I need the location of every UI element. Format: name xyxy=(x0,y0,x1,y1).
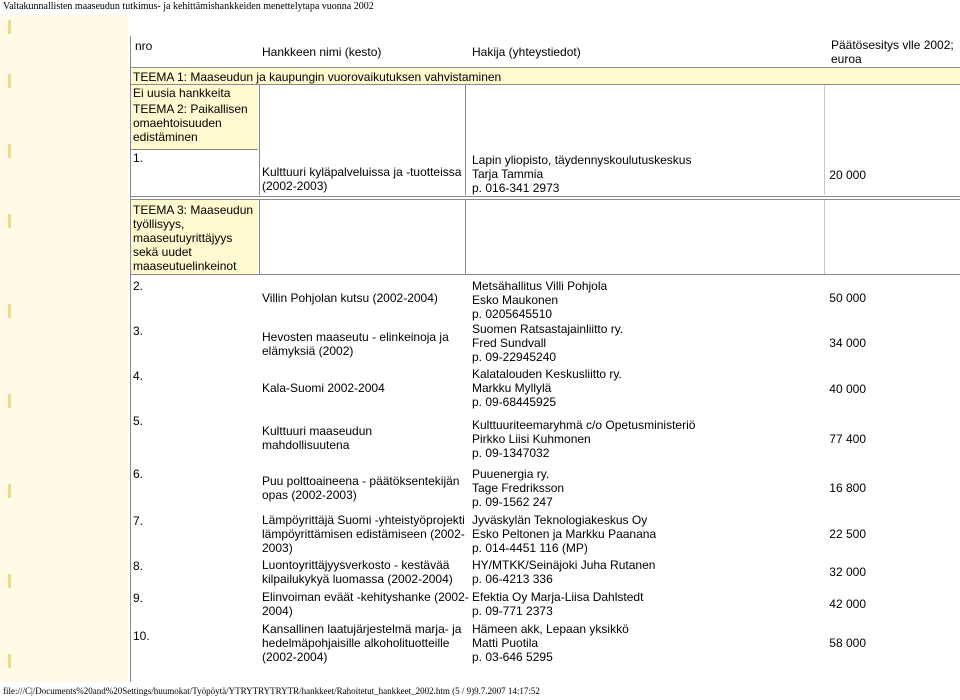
row-7-amount: 22 500 xyxy=(829,527,866,541)
row-5-nro: 5. xyxy=(133,414,144,428)
row-1-amount: 20 000 xyxy=(829,168,866,182)
row-6-applicant: Puuenergia ry. Tage Fredriksson p. 09-1562 247 xyxy=(472,467,565,509)
header-applicant: Hakija (yhteystiedot) xyxy=(472,45,581,59)
row-10-name: Kansallinen laatujärjestelmä marja- ja hedelmäpohjaisille alkoholituotteille (2002-2004) xyxy=(262,622,462,664)
file-path-footer: file:///C|/Documents%20and%20Settings/huumokat/Työpöytä/YTRYTRYTRYTR/hankkeet/Rahoitetut_hankkeet_2002.htm (5 / 9)9.7.2007 14:17:52 xyxy=(3,686,540,696)
row-3-name: Hevosten maaseutu - elinkeinoja ja elämyksiä (2002) xyxy=(262,330,449,358)
row-2-name: Villin Pohjolan kutsu (2002-2004) xyxy=(262,291,438,305)
theme-1: TEEMA 1: Maaseudun ja kaupungin vuorovaikutuksen vahvistaminen xyxy=(133,70,502,84)
row-1-applicant: Lapin yliopisto, täydennyskoulutuskeskus Tarja Tammia p. 016-341 2973 xyxy=(472,153,692,195)
row-2-amount: 50 000 xyxy=(829,291,866,305)
header-project-name: Hankkeen nimi (kesto) xyxy=(262,45,382,59)
row-8-name: Luontoyrittäjyysverkosto - kestävää kilpailukykyä luomassa (2002-2004) xyxy=(262,558,453,586)
header-decision: Päätösesitys vlle 2002; euroa xyxy=(831,38,954,66)
row-2-applicant: Metsähallitus Villi Pohjola Esko Maukonen p. 0205645510 xyxy=(472,279,608,321)
header-nro: nro xyxy=(135,39,153,53)
row-8-applicant: HY/MTKK/Seinäjoki Juha Rutanen p. 06-4213 336 xyxy=(472,558,656,586)
row-7-nro: 7. xyxy=(133,514,144,528)
theme-3: TEEMA 3: Maaseudun työllisyys, maaseutuyrittäjyys sekä uudet maaseutuelinkeinot xyxy=(133,203,254,273)
row-6-name: Puu polttoaineena - päätöksentekijän opas (2002-2003) xyxy=(262,474,460,502)
row-10-amount: 58 000 xyxy=(829,636,866,650)
no-projects-note: Ei uusia hankkeita xyxy=(133,86,231,100)
row-8-nro: 8. xyxy=(133,559,144,573)
row-7-applicant: Jyväskylän Teknologiakeskus Oy Esko Peltonen ja Markku Paanana p. 014-4451 116 (MP) xyxy=(472,513,657,555)
row-8-amount: 32 000 xyxy=(829,565,866,579)
left-margin-band xyxy=(0,14,128,682)
row-1-nro: 1. xyxy=(133,151,144,165)
row-5-applicant: Kulttuuriteemaryhmä c/o Opetusministeriö Pirkko Liisi Kuhmonen p. 09-1347032 xyxy=(472,418,696,460)
row-3-nro: 3. xyxy=(133,324,144,338)
row-9-nro: 9. xyxy=(133,591,144,605)
row-10-nro: 10. xyxy=(133,629,150,643)
theme-2: TEEMA 2: Paikallisen omaehtoisuuden edistäminen xyxy=(133,102,248,144)
row-5-name: Kulttuuri maaseudun mahdollisuutena xyxy=(262,424,373,452)
row-9-amount: 42 000 xyxy=(829,597,866,611)
row-3-applicant: Suomen Ratsastajainliitto ry. Fred Sundvall p. 09-22945240 xyxy=(472,322,624,364)
row-4-nro: 4. xyxy=(133,369,144,383)
row-1-name: Kulttuuri kyläpalveluissa ja -tuotteissa (2002-2003) xyxy=(262,165,462,193)
row-10-applicant: Hämeen akk, Lepaan yksikkö Matti Puotila p. 03-646 5295 xyxy=(472,622,629,664)
row-3-amount: 34 000 xyxy=(829,336,866,350)
row-4-amount: 40 000 xyxy=(829,382,866,396)
row-5-amount: 77 400 xyxy=(829,432,866,446)
row-2-nro: 2. xyxy=(133,279,144,293)
row-6-nro: 6. xyxy=(133,467,144,481)
row-4-name: Kala-Suomi 2002-2004 xyxy=(262,381,385,395)
row-6-amount: 16 800 xyxy=(829,481,866,495)
row-9-name: Elinvoiman eväät -kehityshanke (2002- 2004) xyxy=(262,590,469,618)
row-9-applicant: Efektia Oy Marja-Liisa Dahlstedt p. 09-771 2373 xyxy=(472,590,644,618)
row-7-name: Lämpöyrittäjä Suomi -yhteistyöprojekti lämpöyrittämisen edistämiseen (2002- 2003) xyxy=(262,513,465,555)
browser-title: Valtakunnallisten maaseudun tutkimus- ja kehittämishankkeiden menettelytapa vuonna 2002 xyxy=(3,1,374,12)
row-4-applicant: Kalatalouden Keskusliitto ry. Markku Myllylä p. 09-68445925 xyxy=(472,367,622,409)
